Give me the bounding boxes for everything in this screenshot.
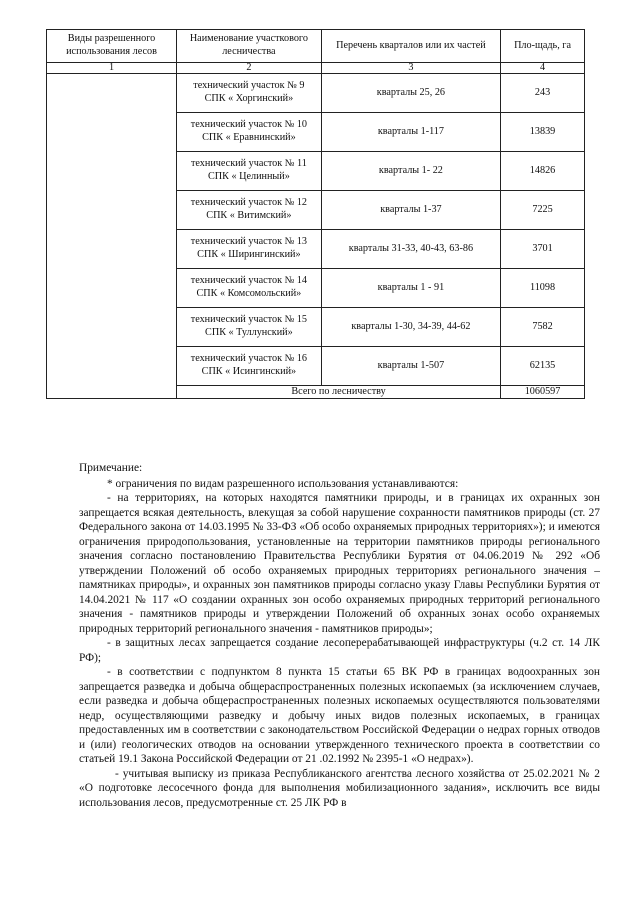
forestry-name-cell: технический участок № 16 СПК « Исингинский»	[177, 347, 322, 386]
forestry-name-cell: технический участок № 13 СПК « Ширингинский»	[177, 230, 322, 269]
column-number: 3	[321, 63, 500, 74]
quarters-cell: кварталы 1-37	[321, 191, 500, 230]
area-cell: 11098	[501, 269, 585, 308]
quarters-cell: кварталы 1 - 91	[321, 269, 500, 308]
quarters-cell: кварталы 31-33, 40-43, 63-86	[321, 230, 500, 269]
usage-type-cell	[47, 74, 177, 399]
column-number: 2	[177, 63, 322, 74]
table-row	[47, 74, 585, 113]
quarters-cell: кварталы 1- 22	[321, 152, 500, 191]
quarters-cell: кварталы 1-117	[321, 113, 500, 152]
area-cell: 14826	[501, 152, 585, 191]
header-quarters-list: Перечень кварталов или их частей	[321, 30, 500, 63]
forestry-name-cell: технический участок № 12 СПК « Витимский»	[177, 191, 322, 230]
notes-paragraph: - в соответствии с подпунктом 8 пункта 15 статьи 65 ВК РФ в границах водоохранных зон запрещается разведка и добыча общераспространенных полезных ископаемых (за исключением случаев, если разведка и добыча общераспространенных полезных ископаемых осуществляются пользователями недр, осуществляющими разведку и добычу иных видов полезных ископаемых, в границах предоставленных им в соответствии с законодательством Российской Федерации о недрах горных отводов и (или) геологических отводов на основании утвержденного технического проекта в соответствии со статьей 19.1 Закона Российской Федерации от 21 .02.1992 № 2395-1 «О недрах»).	[79, 666, 600, 765]
forestry-name-cell: технический участок № 11 СПК « Целинный»	[177, 152, 322, 191]
forestry-name-cell: технический участок № 9 СПК « Хоргинский»	[177, 74, 322, 113]
notes-paragraph: - учитывая выписку из приказа Республиканского агентства лесного хозяйства от 25.02.2021 № 2 «О подготовке лесосечного фонда для выполнения мобилизационного задания», исключить все виды использования лесов, предусмотренные ст. 25 ЛК РФ в	[79, 767, 600, 809]
notes-paragraph: - на территориях, на которых находятся памятники природы, и в границах их охранных зон запрещается всякая деятельность, влекущая за собой нарушение сохранности памятников природы (ст. 27 Федерального закона от 14.03.1995 № 33-ФЗ «Об особо охраняемых природных территориях»); и имеются ограничения природопользования, установленные на территории памятников природы регионального значения согласно постановлению Правительства Республики Бурятия от 04.06.2019 № 292 «Об утверждении Положений об особо охраняемых природных территориях регионального значения – памятниках природы», и охранных зон памятников природы согласно указу Главы Республики Бурятия от 14.04.2021 № 117 «О создании охранных зон особо охраняемых природных территорий регионального значения - памятников природы и утверждении Положений об охранных зонах особо охраняемых природных территорий регионального значения - памятников природы»;	[79, 492, 600, 635]
quarters-cell: кварталы 25, 26	[321, 74, 500, 113]
table-header-row	[47, 30, 585, 63]
quarters-cell: кварталы 1-30, 34-39, 44-62	[321, 308, 500, 347]
header-forestry-name: Наименование участкового лесничества	[177, 30, 322, 63]
notes-paragraph: - в защитных лесах запрещается создание лесоперерабатывающей инфраструктуры (ч.2 ст. 14 ЛК РФ);	[79, 637, 600, 664]
notes-paragraph: * ограничения по видам разрешенного использования устанавливаются:	[107, 477, 459, 490]
total-value: 1060597	[501, 386, 585, 399]
notes-section	[79, 461, 600, 810]
area-cell: 7582	[501, 308, 585, 347]
area-cell: 62135	[501, 347, 585, 386]
forest-quarters-table	[46, 29, 585, 399]
forestry-name-cell: технический участок № 15 СПК « Туллунский»	[177, 308, 322, 347]
header-usage-types: Виды разрешенного использования лесов	[47, 30, 177, 63]
area-cell: 3701	[501, 230, 585, 269]
area-cell: 243	[501, 74, 585, 113]
column-number-row	[47, 63, 585, 74]
forestry-name-cell: технический участок № 10 СПК « Еравнинский»	[177, 113, 322, 152]
column-number: 1	[47, 63, 177, 74]
column-number: 4	[501, 63, 585, 74]
area-cell: 7225	[501, 191, 585, 230]
forestry-name-cell: технический участок № 14 СПК « Комсомольский»	[177, 269, 322, 308]
quarters-cell: кварталы 1-507	[321, 347, 500, 386]
total-label: Всего по лесничеству	[177, 386, 501, 399]
area-cell: 13839	[501, 113, 585, 152]
notes-title: Примечание:	[79, 462, 143, 474]
header-area: Пло-щадь, га	[501, 30, 585, 63]
